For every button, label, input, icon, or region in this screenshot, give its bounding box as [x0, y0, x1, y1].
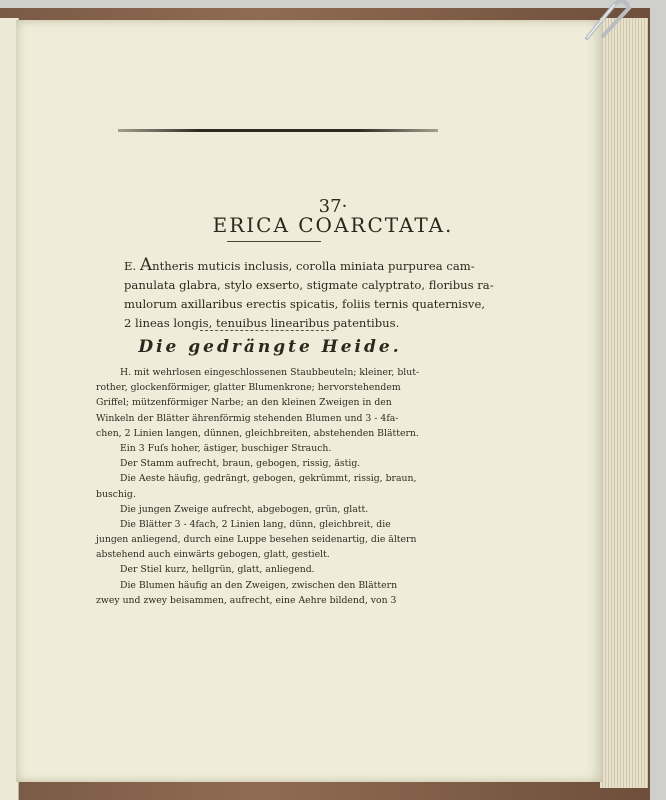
page-edges — [600, 18, 648, 788]
plate-number: 37· — [318, 196, 348, 217]
species-title: ERICA COARCTATA. — [212, 213, 454, 237]
latin-line: panulata glabra, stylo exserto, stigmate calyptrato, floribus ra- — [124, 278, 494, 292]
text-line: Ein 3 Fuſs hoher, ästiger, buschiger Strauch. — [120, 442, 332, 454]
latin-line: E. Antheris muticis inclusis, corolla miniata purpurea cam- — [124, 255, 475, 275]
text-line: buschig. — [96, 488, 136, 500]
text-line: Die jungen Zweige aufrecht, abgebogen, grün, glatt. — [120, 503, 369, 515]
latin-line: mulorum axillaribus erectis spicatis, foliis ternis quaternisve, — [124, 297, 486, 311]
text-line: abstehend auch einwärts gebogen, glatt, gestielt. — [96, 549, 330, 561]
text-line: Die Blumen häufig an den Zweigen, zwischen den Blättern — [120, 579, 398, 591]
text-line: Die Aeste häufig, gedrängt, gebogen, gekrümmt, rissig, braun, — [120, 473, 417, 485]
text-line: rother, glockenförmiger, glatter Blumenkrone; hervorstehendem — [96, 382, 401, 394]
latin-description — [124, 255, 494, 333]
german-title: Die gedrängte Heide. — [138, 337, 402, 357]
text-line: chen, 2 Linien langen, dünnen, gleichbreiten, abstehenden Blättern. — [96, 427, 419, 439]
german-description — [96, 365, 446, 608]
text-line: Der Stiel kurz, hellgrün, glatt, anliegend. — [120, 564, 315, 576]
text-line: H. mit wehrlosen eingeschlossenen Staubbeuteln; kleiner, blut- — [120, 367, 420, 378]
text-line: Der Stamm aufrecht, braun, gebogen, rissig, ästig. — [120, 458, 361, 470]
latin-line: 2 lineas longis, tenuibus linearibus patentibus. — [124, 316, 400, 330]
text-line: Griffel; mützenförmiger Narbe; an den kleinen Zweigen in den — [96, 397, 392, 409]
paper-clip-icon — [575, 0, 635, 40]
text-line: Die Blätter 3 - 4fach, 2 Linien lang, dünn, gleichbreit, die — [120, 518, 391, 530]
text-line: jungen anliegend, durch eine Luppe besehen seidenartig, die ältern — [96, 534, 417, 546]
text-line: Winkeln der Blätter ährenförmig stehenden Blumen und 3 - 4fa- — [96, 412, 399, 424]
title-divider — [227, 241, 321, 242]
text-line: zwey und zwey beisammen, aufrecht, eine Aehre bildend, von 3 — [96, 594, 397, 606]
ornamental-rule — [118, 129, 438, 132]
dotted-divider — [200, 330, 334, 331]
